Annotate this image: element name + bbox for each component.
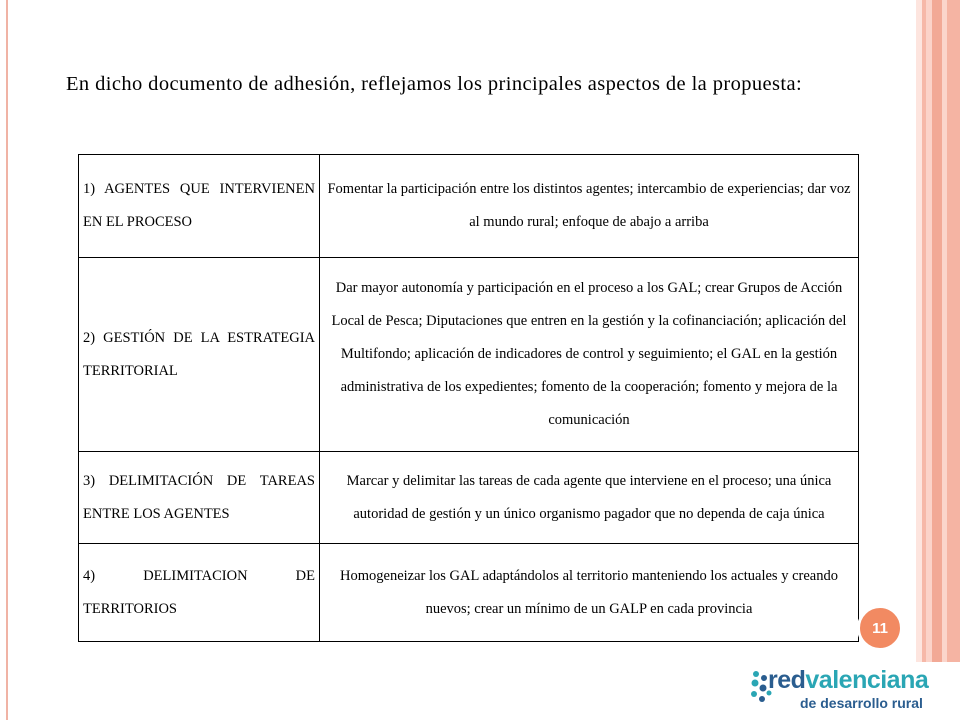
row-label: 3) DELIMITACIÓN DE TAREAS ENTRE LOS AGENTES xyxy=(79,452,320,544)
logo-word-red: red xyxy=(768,666,806,694)
row-description: Dar mayor autonomía y participación en el proceso a los GAL; crear Grupos de Acción Local de Pesca; Diputaciones que entren en la gestión y la cofinanciación; aplicación del Multifondo; aplicación de indicadores de control y seguimiento; el GAL en la gestión administrativa de los expedientes; fomento de la cooperación; fomento y mejora de la comunicación xyxy=(320,258,859,452)
intro-text: En dicho documento de adhesión, reflejamos los principales aspectos de la propuesta: xyxy=(66,73,803,95)
right-decorative-stripes xyxy=(916,0,960,720)
row-description: Marcar y delimitar las tareas de cada agente que interviene en el proceso; una única autoridad de gestión y un único organismo pagador que no dependa de caja única xyxy=(320,452,859,544)
table-row xyxy=(79,258,859,452)
row-label: 2) GESTIÓN DE LA ESTRATEGIA TERRITORIAL xyxy=(79,258,320,452)
proposal-table xyxy=(78,154,859,642)
row-description: Fomentar la participación entre los distintos agentes; intercambio de experiencias; dar voz al mundo rural; enfoque de abajo a arriba xyxy=(320,155,859,258)
row-label: 1) AGENTES QUE INTERVIENEN EN EL PROCESO xyxy=(79,155,320,258)
page-number-badge: 11 xyxy=(857,605,903,651)
row-description: Homogeneizar los GAL adaptándolos al territorio manteniendo los actuales y creando nuevos; crear un mínimo de un GALP en cada provincia xyxy=(320,544,859,642)
logo-word-valenciana: valenciana xyxy=(805,666,929,694)
table-row xyxy=(79,452,859,544)
left-border-line xyxy=(6,0,8,720)
logo-subtitle: de desarrollo rural xyxy=(800,695,923,711)
table-row xyxy=(79,155,859,258)
table-row xyxy=(79,544,859,642)
row-label: 4) DELIMITACION DE TERRITORIOS xyxy=(79,544,320,642)
red-valenciana-logo xyxy=(748,665,938,717)
